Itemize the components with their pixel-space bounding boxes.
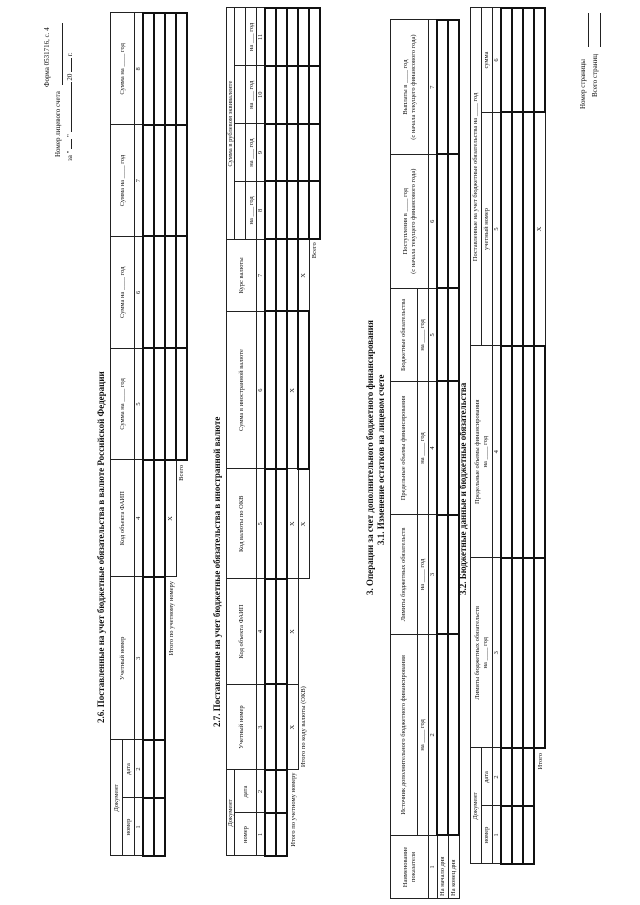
section-3-1-title: 3.1. Изменение остатков на лицевом счете bbox=[376, 374, 386, 545]
table-2-7: Документ Учетный номер Код объекта ФАИП Код валюты по ОКВ Сумма в иностранной валюте Курс валюты Сумма в рублевом эквиваленте номер дата на ___ год на ___ год на ___ год на ___ год 1 2 3 4 5 6 7 8 9 10 11 Итого по учетному номеру X X X X Итого по коду валюты (ОКВ) X X Всего bbox=[226, 7, 321, 857]
table-2-6: Документ Учетный номер Код объекта ФАИП Сумма на ____ год Сумма на ____ год Сумма на ____ год Сумма на ____ год номер дата 1 2 3 4 5 6 7 8 Итого по учетному номеру X Всего bbox=[110, 12, 188, 857]
page-number-line bbox=[588, 13, 589, 47]
total-pages-line bbox=[600, 13, 601, 47]
table-3-2: Документ Лимиты бюджетных обязательств на ____ год Предельные объемы финансирования на ____ год Поставленные на учет бюджетные обязательства на ____ год номер дата учетный номер сумма 1 2 3 4 5 6 Итого X bbox=[470, 7, 546, 865]
total-pages-label: Всего страниц bbox=[591, 53, 599, 97]
table-3-1: Наименование показателя Источник дополнительного бюджетного финансирования Лимиты бюджетных обязательств Предельные объемы финансирования Бюджетные обязательства Поступления в ____ год (с начала текущего финансового года) Выплаты в ____ год (с начала текущего финансового года) на ____ год на ____ год на ____ год на ____ год 1 2 3 4 5 6 7 На начало дня На конец дня bbox=[390, 19, 460, 899]
section-3-title: 3. Операции за счет дополнительного бюджетного финансирования bbox=[365, 320, 375, 595]
page-number-label: Номер страницы bbox=[579, 58, 587, 109]
account-label: Номер лицевого счета bbox=[54, 91, 62, 157]
date-line: за " " 20 г. bbox=[66, 52, 74, 161]
row-start-of-day: На начало дня bbox=[437, 836, 448, 899]
account-number-line bbox=[62, 23, 63, 85]
section-2-7-title: 2.7. Поставленные на учет бюджетные обязательства в иностранной валюте bbox=[212, 416, 222, 727]
section-2-6-title: 2.6. Поставленные на учет бюджетные обязательства в валюте Российской Федерации bbox=[96, 371, 106, 723]
row-end-of-day: На конец дня bbox=[448, 836, 459, 899]
section-3-2-title: 3.2. Бюджетные данные и бюджетные обязательства bbox=[458, 382, 468, 595]
form-code: Форма 0531716, с. 4 bbox=[43, 27, 51, 87]
